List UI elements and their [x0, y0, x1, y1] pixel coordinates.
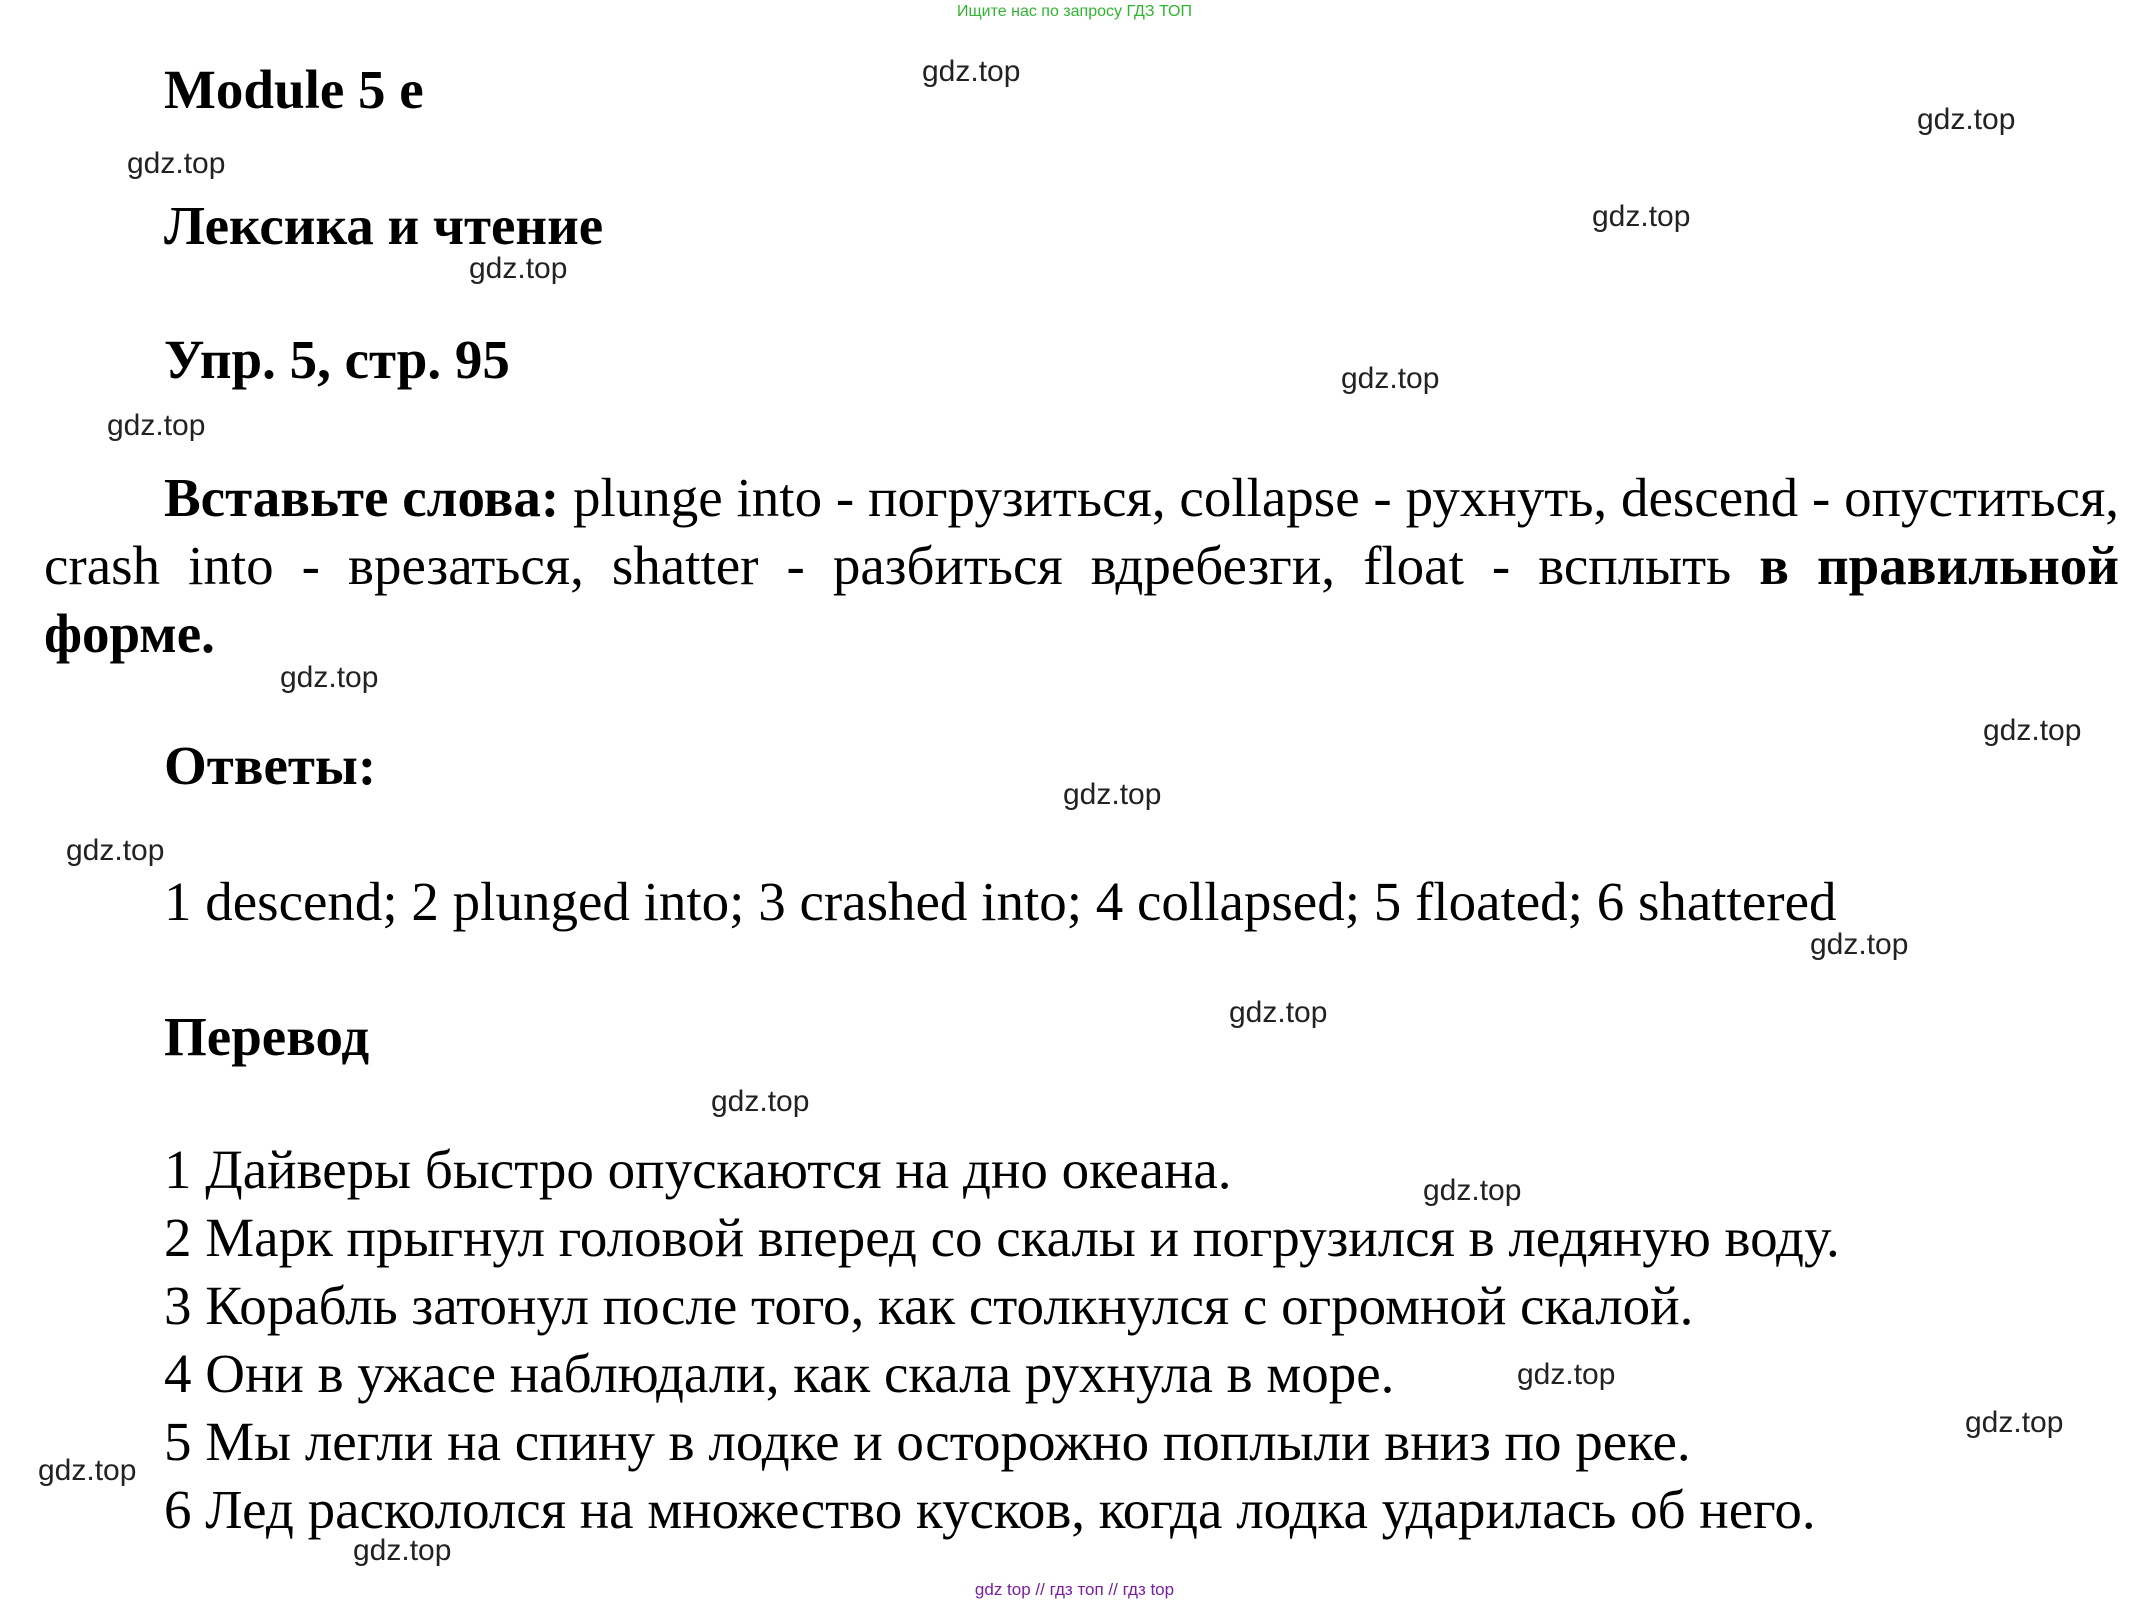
- translation-line-6: 6 Лед раскололся на множество кусков, когда лодка ударилась об него.: [164, 1479, 1816, 1540]
- watermark: gdz.top: [280, 661, 379, 694]
- watermark: gdz.top: [1229, 996, 1328, 1029]
- task-lead: Вставьте слова:: [164, 467, 560, 528]
- translation-line-3: 3 Корабль затонул после того, как столкнулся с огромной скалой.: [164, 1275, 1694, 1336]
- watermark: gdz.top: [1917, 103, 2016, 136]
- translation-line-4: 4 Они в ужасе наблюдали, как скала рухнула в море.: [164, 1343, 1395, 1404]
- watermark: gdz.top: [922, 55, 1021, 88]
- watermark: gdz.top: [107, 409, 206, 442]
- task-instruction: [44, 464, 2119, 668]
- watermark: gdz.top: [469, 252, 568, 285]
- top-banner-link[interactable]: Ищите нас по запросу ГДЗ ТОП: [957, 3, 1192, 20]
- watermark: gdz.top: [1517, 1358, 1616, 1391]
- module-title: Module 5 e: [164, 59, 424, 120]
- watermark: gdz.top: [127, 147, 226, 180]
- translation-line-5: 5 Мы легли на спину в лодке и осторожно поплыли вниз по реке.: [164, 1411, 1691, 1472]
- task-tail: в правильной форме.: [44, 535, 2119, 664]
- watermark: gdz.top: [1423, 1174, 1522, 1207]
- translation-line-1: 1 Дайверы быстро опускаются на дно океана.: [164, 1139, 1232, 1200]
- watermark: gdz.top: [353, 1534, 452, 1567]
- footer-links[interactable]: gdz top // гдз топ // гдз top: [974, 1580, 1175, 1599]
- watermark: gdz.top: [1810, 928, 1909, 961]
- task-words: plunge into - погрузиться, collapse - рухнуть, descend - опуститься, crash into - врезаться, shatter - разбиться вдребезги, float - всплыть: [44, 467, 2120, 596]
- translation-list: [164, 1136, 1840, 1544]
- answers-heading: Ответы:: [164, 735, 377, 796]
- watermark: gdz.top: [66, 834, 165, 867]
- watermark: gdz.top: [711, 1085, 810, 1118]
- watermark: gdz.top: [1965, 1406, 2064, 1439]
- watermark: gdz.top: [38, 1454, 137, 1487]
- watermark: gdz.top: [1063, 778, 1162, 811]
- watermark: gdz.top: [1592, 200, 1691, 233]
- translation-heading: Перевод: [164, 1006, 370, 1067]
- watermark: gdz.top: [1341, 362, 1440, 395]
- section-title: Лексика и чтение: [164, 195, 604, 256]
- exercise-title: Упр. 5, стр. 95: [164, 329, 510, 390]
- translation-line-2: 2 Марк прыгнул головой вперед со скалы и погрузился в ледяную воду.: [164, 1207, 1840, 1268]
- answers-line: 1 descend; 2 plunged into; 3 crashed into; 4 collapsed; 5 floated; 6 shattered: [164, 871, 1837, 932]
- watermark: gdz.top: [1983, 714, 2082, 747]
